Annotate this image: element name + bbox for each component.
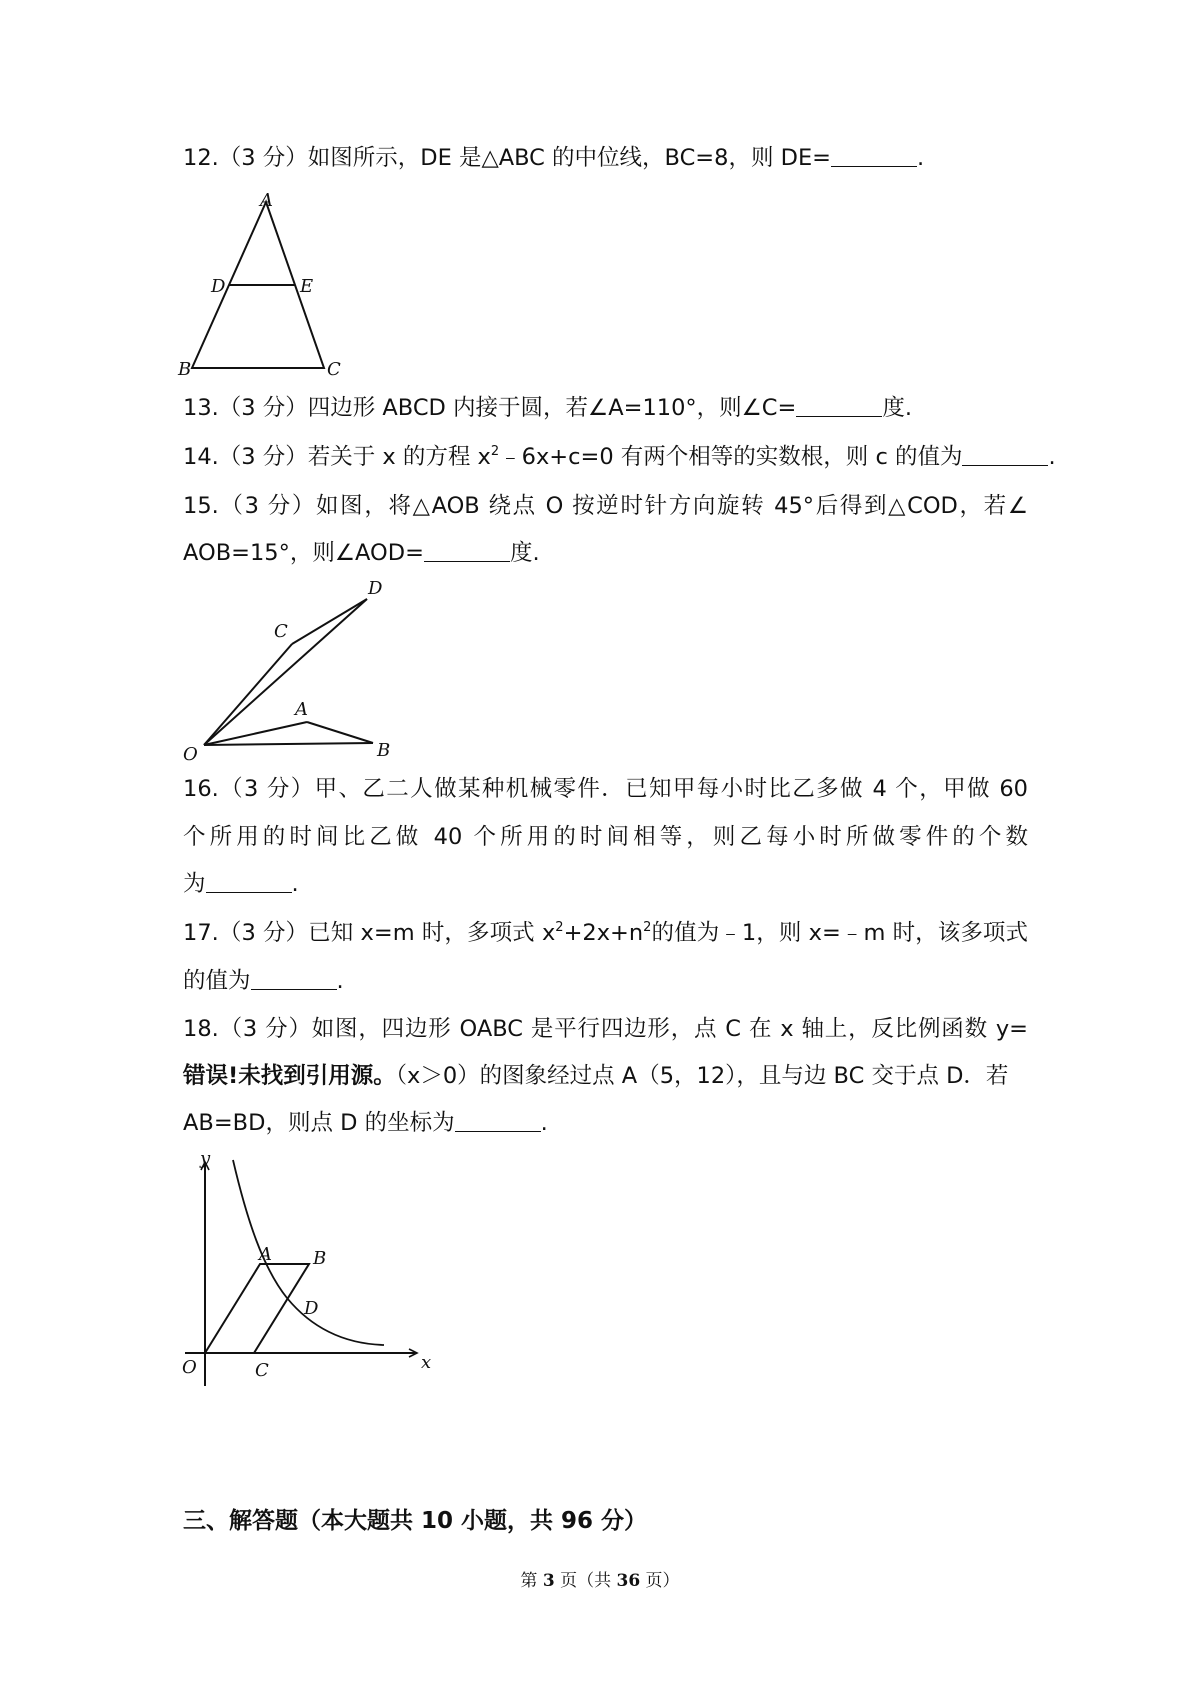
q18-stem-3: AB=BD，则点 D 的坐标为 bbox=[183, 1110, 455, 1136]
q18-stem-2: （x＞0）的图象经过点 A（5，12），且与边 BC 交于点 D．若 bbox=[395, 1063, 1009, 1089]
q14-answer-blank bbox=[962, 445, 1048, 466]
footer-middle: 页（共 bbox=[554, 1571, 617, 1591]
q14-text bbox=[183, 442, 1056, 472]
q18-line1 bbox=[183, 1014, 1028, 1044]
q15-stem-2: AOB=15°，则∠AOD= bbox=[183, 540, 424, 566]
q14-stem: 14.（3 分）若关于 x 的方程 x bbox=[183, 444, 491, 470]
q18-answer-blank bbox=[455, 1111, 541, 1132]
q18-stem: 18.（3 分）如图，四边形 OABC 是平行四边形，点 C 在 x 轴上，反比例函数 y= bbox=[183, 1016, 1028, 1042]
q15-label-c: C bbox=[274, 621, 288, 642]
q12-stem: 12.（3 分）如图所示，DE 是△ABC 的中位线，BC=8，则 DE= bbox=[183, 145, 832, 171]
q15-stem: 15.（3 分）如图，将△AOB 绕点 O 按逆时针方向旋转 45°后得到△COD，若∠ bbox=[183, 493, 1028, 519]
q16-stem: 16.（3 分）甲、乙二人做某种机械零件．已知甲每小时比乙多做 4 个，甲做 60 bbox=[183, 776, 1028, 802]
page-number: 3 bbox=[542, 1571, 555, 1591]
q18-label-b: B bbox=[313, 1248, 327, 1269]
q15-answer-blank bbox=[424, 541, 510, 562]
q17-answer-blank bbox=[251, 969, 337, 990]
q17-stem-c: 的值为﹣1，则 x=﹣m 时，该多项式 bbox=[651, 920, 1028, 946]
q13-stem: 13.（3 分）四边形 ABCD 内接于圆，若∠A=110°，则∠C= bbox=[183, 395, 797, 421]
q17-stem-b: +2x+n bbox=[563, 920, 644, 946]
q14-superscript: 2 bbox=[490, 444, 500, 459]
q13-text bbox=[183, 393, 1028, 423]
q15-label-d: D bbox=[368, 578, 383, 599]
q18-label-o: O bbox=[182, 1357, 197, 1378]
q17-stem-2: 的值为 bbox=[183, 968, 251, 994]
footer-prefix: 第 bbox=[520, 1571, 543, 1591]
q16-line2 bbox=[183, 822, 1028, 852]
q18-line2 bbox=[183, 1061, 1028, 1091]
q15-line2 bbox=[183, 538, 1028, 568]
q12-label-c: C bbox=[327, 359, 341, 380]
q18-label-a: A bbox=[259, 1244, 272, 1265]
q17-stem: 17.（3 分）已知 x=m 时，多项式 x bbox=[183, 920, 556, 946]
q12-label-a: A bbox=[260, 190, 273, 211]
q17-superscript-1: 2 bbox=[555, 920, 564, 935]
q15-label-o: O bbox=[183, 744, 198, 765]
q12-label-d: D bbox=[211, 276, 226, 297]
q16-stem-3: 为 bbox=[183, 871, 206, 897]
q18-label-d: D bbox=[304, 1298, 319, 1319]
q15-label-b: B bbox=[377, 740, 391, 761]
page-footer bbox=[0, 1566, 1200, 1591]
q16-end: . bbox=[291, 871, 299, 897]
q15-line1 bbox=[183, 491, 1028, 521]
q17-superscript-2: 2 bbox=[643, 920, 652, 935]
q12-label-e: E bbox=[300, 276, 314, 297]
q12-triangle-figure bbox=[175, 190, 355, 380]
q12-label-b: B bbox=[178, 359, 192, 380]
section-heading: 三、解答题（本大题共 10 小题，共 96 分） bbox=[183, 1508, 648, 1534]
q15-label-a: A bbox=[295, 699, 308, 720]
q12-end: . bbox=[917, 145, 925, 171]
q16-line1 bbox=[183, 774, 1028, 804]
q16-answer-blank bbox=[206, 872, 292, 893]
q18-label-x: x bbox=[421, 1352, 432, 1373]
footer-suffix: 页） bbox=[640, 1571, 680, 1591]
q13-answer-blank bbox=[796, 396, 882, 417]
q17-line2 bbox=[183, 966, 1028, 996]
q18-error-text: 错误!未找到引用源。 bbox=[183, 1063, 396, 1089]
q16-stem-2: 个所用的时间比乙做 40 个所用的时间相等，则乙每小时所做零件的个数 bbox=[183, 824, 1028, 850]
q15-end: 度. bbox=[509, 540, 540, 566]
q13-end: 度. bbox=[882, 395, 913, 421]
q12-text bbox=[183, 143, 1028, 173]
q17-end: . bbox=[336, 968, 344, 994]
q17-line1 bbox=[183, 918, 1028, 948]
q12-answer-blank bbox=[831, 146, 917, 167]
q18-parallelogram-figure bbox=[175, 1150, 435, 1395]
q18-label-c: C bbox=[255, 1360, 269, 1381]
q16-line3 bbox=[183, 869, 1028, 899]
q14-stem-rest: ﹣6x+c=0 有两个相等的实数根，则 c 的值为 bbox=[499, 444, 963, 470]
total-pages: 36 bbox=[616, 1571, 641, 1591]
q18-end: . bbox=[540, 1110, 548, 1136]
q18-label-y: y bbox=[200, 1148, 211, 1169]
q14-end: . bbox=[1048, 444, 1056, 470]
q18-line3 bbox=[183, 1108, 1028, 1138]
q15-rotation-figure bbox=[180, 570, 395, 765]
